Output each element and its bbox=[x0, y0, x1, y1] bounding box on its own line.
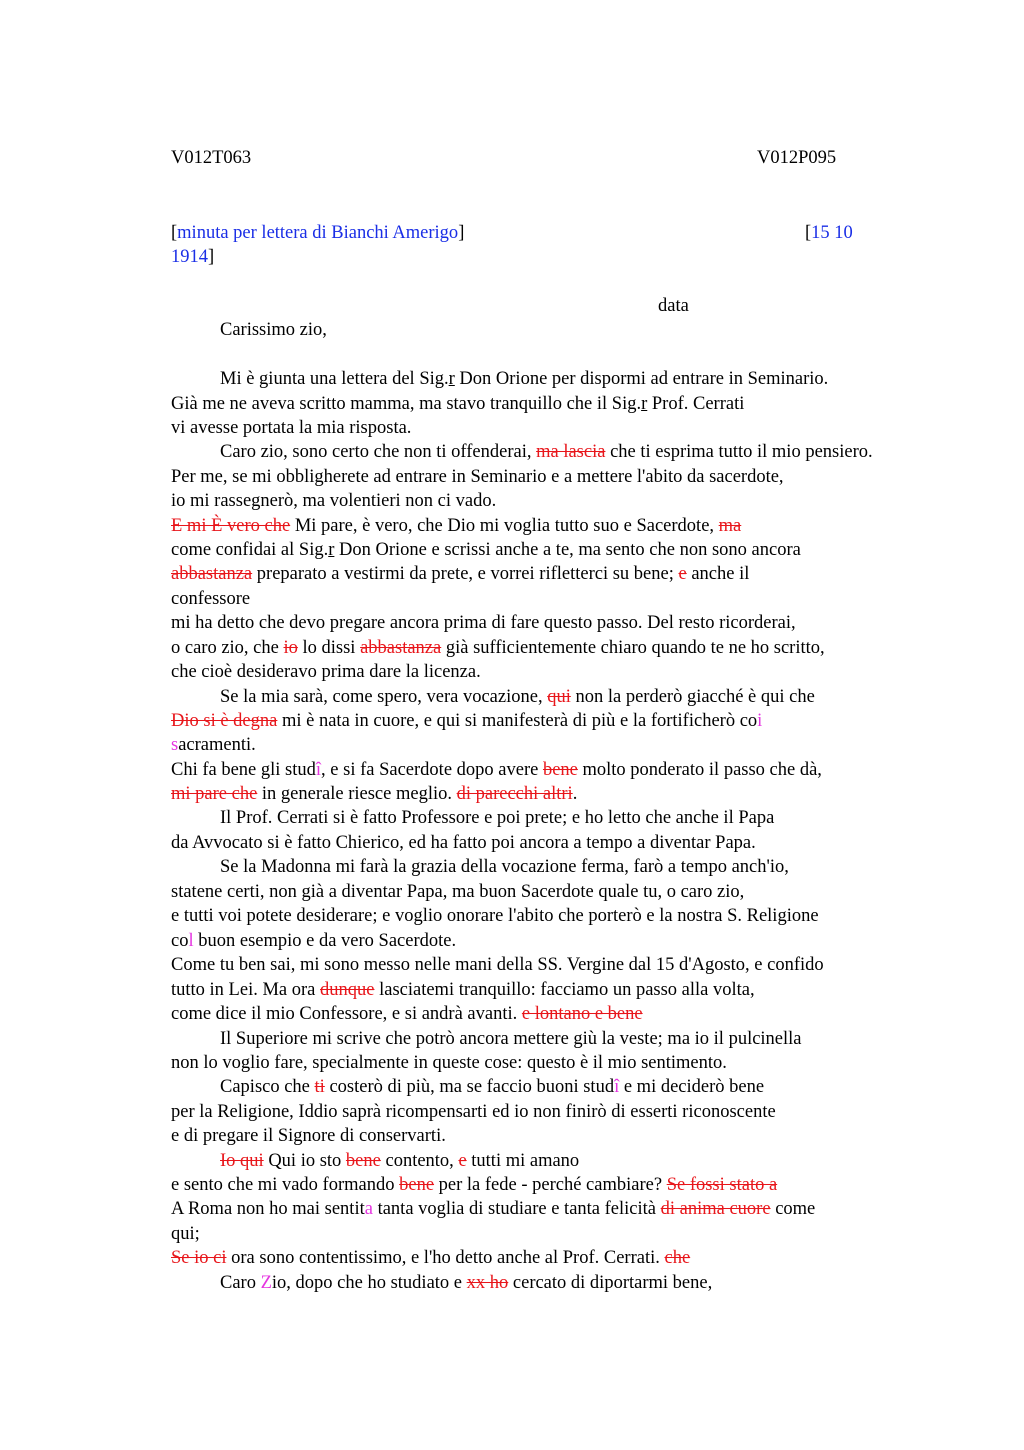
letter-line bbox=[220, 685, 815, 709]
deleted-text: mi pare che bbox=[171, 784, 258, 804]
line-text: per la Religione, Iddio saprà ricompensarti ed io non finirò di esserti riconoscente bbox=[171, 1102, 776, 1122]
line-text: Mi pare, è vero, che Dio mi voglia tutto suo e Sacerdote, bbox=[290, 516, 719, 536]
line-text: che cioè desideravo prima dare la licenza. bbox=[171, 662, 481, 682]
letter-line bbox=[220, 806, 774, 830]
line-text: io mi rassegnerò, ma volentieri non ci vado. bbox=[171, 491, 497, 511]
letter-line bbox=[171, 758, 822, 782]
letter-line bbox=[171, 1222, 200, 1246]
document-code-right: V012P095 bbox=[757, 148, 837, 168]
letter-line bbox=[171, 709, 762, 733]
line-text: qui; bbox=[171, 1224, 200, 1244]
line-text: Se la Madonna mi farà la grazia della vocazione ferma, farò a tempo anch'io, bbox=[220, 857, 789, 877]
letter-line bbox=[171, 1197, 815, 1221]
line-text: preparato a vestirmi da prete, e vorrei rifletterci su bene; bbox=[252, 564, 679, 584]
letter-line bbox=[171, 514, 741, 538]
line-text: r bbox=[641, 394, 648, 414]
deleted-text: Io qui bbox=[220, 1151, 264, 1171]
line-text: tanta voglia di studiare e tanta felicità bbox=[372, 1199, 661, 1219]
letter-line bbox=[171, 636, 825, 660]
deleted-text: di parecchi altri bbox=[456, 784, 573, 804]
line-text: Il Superiore mi scrive che potrò ancora mettere giù la veste; ma io il pulcinella bbox=[220, 1029, 802, 1049]
deleted-text: ma lascia bbox=[536, 442, 606, 462]
line-text: r bbox=[448, 369, 455, 389]
inserted-text: î bbox=[315, 760, 322, 780]
deleted-text: io bbox=[283, 638, 298, 658]
title-bracket-open: [ bbox=[171, 223, 178, 243]
line-text: acramenti. bbox=[178, 735, 256, 755]
letter-line bbox=[171, 782, 577, 806]
letter-line bbox=[171, 1051, 727, 1075]
line-text: Il Prof. Cerrati si è fatto Professore e poi prete; e ho letto che anche il Papa bbox=[220, 808, 775, 828]
date-bracket-close: ] bbox=[208, 247, 215, 267]
line-text: come confidai al Sig. bbox=[171, 540, 329, 560]
deleted-text: e bbox=[678, 564, 687, 584]
line-text: mi è nata in cuore, e qui si manifesterà di più e la fortificherò co bbox=[277, 711, 758, 731]
document-title bbox=[171, 221, 464, 245]
line-text: co bbox=[171, 931, 189, 951]
letter-line bbox=[171, 1173, 777, 1197]
letter-line bbox=[171, 587, 250, 611]
letter-line bbox=[171, 904, 819, 928]
letter-line bbox=[171, 978, 755, 1002]
letter-line bbox=[220, 1075, 764, 1099]
letter-line bbox=[220, 1027, 802, 1051]
inserted-text: i bbox=[757, 711, 763, 731]
line-text: io, dopo che ho studiato e bbox=[271, 1273, 467, 1293]
line-text: confessore bbox=[171, 589, 251, 609]
line-text: come bbox=[770, 1199, 816, 1219]
line-text: Per me, se mi obbligherete ad entrare in Seminario e a mettere l'abito da sacerdote, bbox=[171, 467, 784, 487]
greeting: Carissimo zio, bbox=[220, 320, 327, 340]
line-text: lasciatemi tranquillo: facciamo un passo alla volta, bbox=[374, 980, 755, 1000]
letter-line bbox=[171, 489, 496, 513]
line-text: Don Orione per dispormi ad entrare in Seminario. bbox=[454, 369, 829, 389]
letter-line bbox=[171, 929, 456, 953]
deleted-text: Dio si è degna bbox=[171, 711, 278, 731]
letter-line bbox=[220, 440, 873, 464]
deleted-text: bene bbox=[542, 760, 578, 780]
line-text: ora sono contentissimo, e l'ho detto anche al Prof. Cerrati. bbox=[226, 1248, 665, 1268]
letter-line bbox=[171, 465, 784, 489]
line-text: che ti esprima tutto il mio pensiero. bbox=[605, 442, 873, 462]
line-text: e sento che mi vado formando bbox=[171, 1175, 400, 1195]
deleted-text: ma bbox=[718, 516, 742, 536]
deleted-text: che bbox=[664, 1248, 691, 1268]
line-text: Caro bbox=[220, 1273, 261, 1293]
line-text: in generale riesce meglio. bbox=[257, 784, 457, 804]
line-text: contento, bbox=[380, 1151, 459, 1171]
letter-line bbox=[171, 660, 481, 684]
line-text: cercato di diportarmi bene, bbox=[508, 1273, 713, 1293]
letter-line bbox=[171, 562, 749, 586]
letter-line bbox=[171, 392, 744, 416]
document-date-bottom bbox=[171, 245, 214, 269]
deleted-text: abbastanza bbox=[360, 638, 442, 658]
inserted-text: Z bbox=[260, 1273, 272, 1293]
letter-line bbox=[171, 1100, 776, 1124]
letter-line bbox=[171, 1246, 690, 1270]
line-text: Capisco che bbox=[220, 1077, 315, 1097]
letter-line bbox=[171, 1002, 643, 1026]
letter-line bbox=[171, 416, 411, 440]
line-text: Se la mia sarà, come spero, vera vocazione, bbox=[220, 687, 548, 707]
line-text: e di pregare il Signore di conservarti. bbox=[171, 1126, 446, 1146]
letter-line bbox=[171, 831, 756, 855]
line-text: anche il bbox=[686, 564, 750, 584]
line-text: Prof. Cerrati bbox=[647, 394, 745, 414]
date-bracket-open: [ bbox=[805, 223, 812, 243]
deleted-text: qui bbox=[547, 687, 571, 707]
line-text: e mi deciderò bene bbox=[619, 1077, 765, 1097]
line-text: r bbox=[328, 540, 335, 560]
line-text: Come tu ben sai, mi sono messo nelle mani della SS. Vergine dal 15 d'Agosto, e confido bbox=[171, 955, 824, 975]
line-text: già sufficientemente chiaro quando te ne ho scritto, bbox=[441, 638, 825, 658]
deleted-text: dunque bbox=[320, 980, 375, 1000]
line-text: non lo voglio fare, specialmente in queste cose: questo è il mio sentimento. bbox=[171, 1053, 727, 1073]
letter-line bbox=[171, 953, 824, 977]
line-text: Mi è giunta una lettera del Sig. bbox=[220, 369, 449, 389]
deleted-text: di anima cuore bbox=[660, 1199, 771, 1219]
line-text: da Avvocato si è fatto Chierico, ed ha fatto poi ancora a tempo a diventar Papa. bbox=[171, 833, 756, 853]
deleted-text: E mi È vero che bbox=[171, 516, 291, 536]
line-text: statene certi, non già a diventar Papa, ma buon Sacerdote quale tu, o caro zio, bbox=[171, 882, 745, 902]
deleted-text: Se io ci bbox=[171, 1248, 227, 1268]
data-label: data bbox=[658, 296, 689, 316]
letter-line bbox=[220, 855, 789, 879]
inserted-text: l bbox=[188, 931, 194, 951]
line-text: Chi fa bene gli stud bbox=[171, 760, 316, 780]
line-text: Caro zio, sono certo che non ti offenderai, bbox=[220, 442, 537, 462]
inserted-text: a bbox=[364, 1199, 373, 1219]
line-text: molto ponderato il passo che dà, bbox=[577, 760, 822, 780]
line-text: buon esempio e da vero Sacerdote. bbox=[193, 931, 457, 951]
date-day-month: 15 10 bbox=[811, 223, 853, 243]
deleted-text: bene bbox=[399, 1175, 435, 1195]
letter-line bbox=[220, 1271, 712, 1295]
inserted-text: s bbox=[171, 735, 179, 755]
line-text: Don Orione e scrissi anche a te, ma sento che non sono ancora bbox=[334, 540, 801, 560]
line-text: o caro zio, che bbox=[171, 638, 284, 658]
deleted-text: Se fossi stato a bbox=[666, 1175, 778, 1195]
document-code-left: V012T063 bbox=[171, 148, 252, 168]
line-text: e tutti voi potete desiderare; e voglio onorare l'abito che porterò e la nostra S. Religione bbox=[171, 906, 819, 926]
title-text: minuta per lettera di Bianchi Amerigo bbox=[177, 223, 459, 243]
letter-line bbox=[171, 733, 256, 757]
title-bracket-close: ] bbox=[458, 223, 465, 243]
line-text: per la fede - perché cambiare? bbox=[434, 1175, 667, 1195]
letter-line bbox=[171, 611, 796, 635]
inserted-text: î bbox=[614, 1077, 620, 1097]
deleted-text: e lontano e bene bbox=[521, 1004, 643, 1024]
deleted-text: e bbox=[458, 1151, 467, 1171]
line-text: A Roma non ho mai sentit bbox=[171, 1199, 365, 1219]
line-text: non la perderò giacché è qui che bbox=[570, 687, 815, 707]
line-text: Qui io sto bbox=[263, 1151, 346, 1171]
line-text: , e si fa Sacerdote dopo avere bbox=[321, 760, 543, 780]
line-text: Già me ne aveva scritto mamma, ma stavo tranquillo che il Sig. bbox=[171, 394, 642, 414]
line-text: mi ha detto che devo pregare ancora prima di fare questo passo. Del resto ricorderai, bbox=[171, 613, 796, 633]
deleted-text: abbastanza bbox=[171, 564, 253, 584]
date-year: 1914 bbox=[171, 247, 208, 267]
line-text: lo dissi bbox=[297, 638, 361, 658]
deleted-text: xx ho bbox=[466, 1273, 509, 1293]
line-text: . bbox=[572, 784, 578, 804]
line-text: costerò di più, ma se faccio buoni stud bbox=[324, 1077, 615, 1097]
letter-line bbox=[171, 1124, 446, 1148]
letter-line bbox=[220, 367, 828, 391]
letter-line bbox=[171, 880, 744, 904]
letter-line bbox=[220, 1149, 579, 1173]
line-text: tutti mi amano bbox=[466, 1151, 580, 1171]
line-text: vi avesse portata la mia risposta. bbox=[171, 418, 412, 438]
document-date-top bbox=[805, 221, 853, 245]
letter-line bbox=[171, 538, 801, 562]
line-text: tutto in Lei. Ma ora bbox=[171, 980, 320, 1000]
deleted-text: ti bbox=[314, 1077, 325, 1097]
line-text: come dice il mio Confessore, e si andrà avanti. bbox=[171, 1004, 522, 1024]
deleted-text: bene bbox=[345, 1151, 381, 1171]
